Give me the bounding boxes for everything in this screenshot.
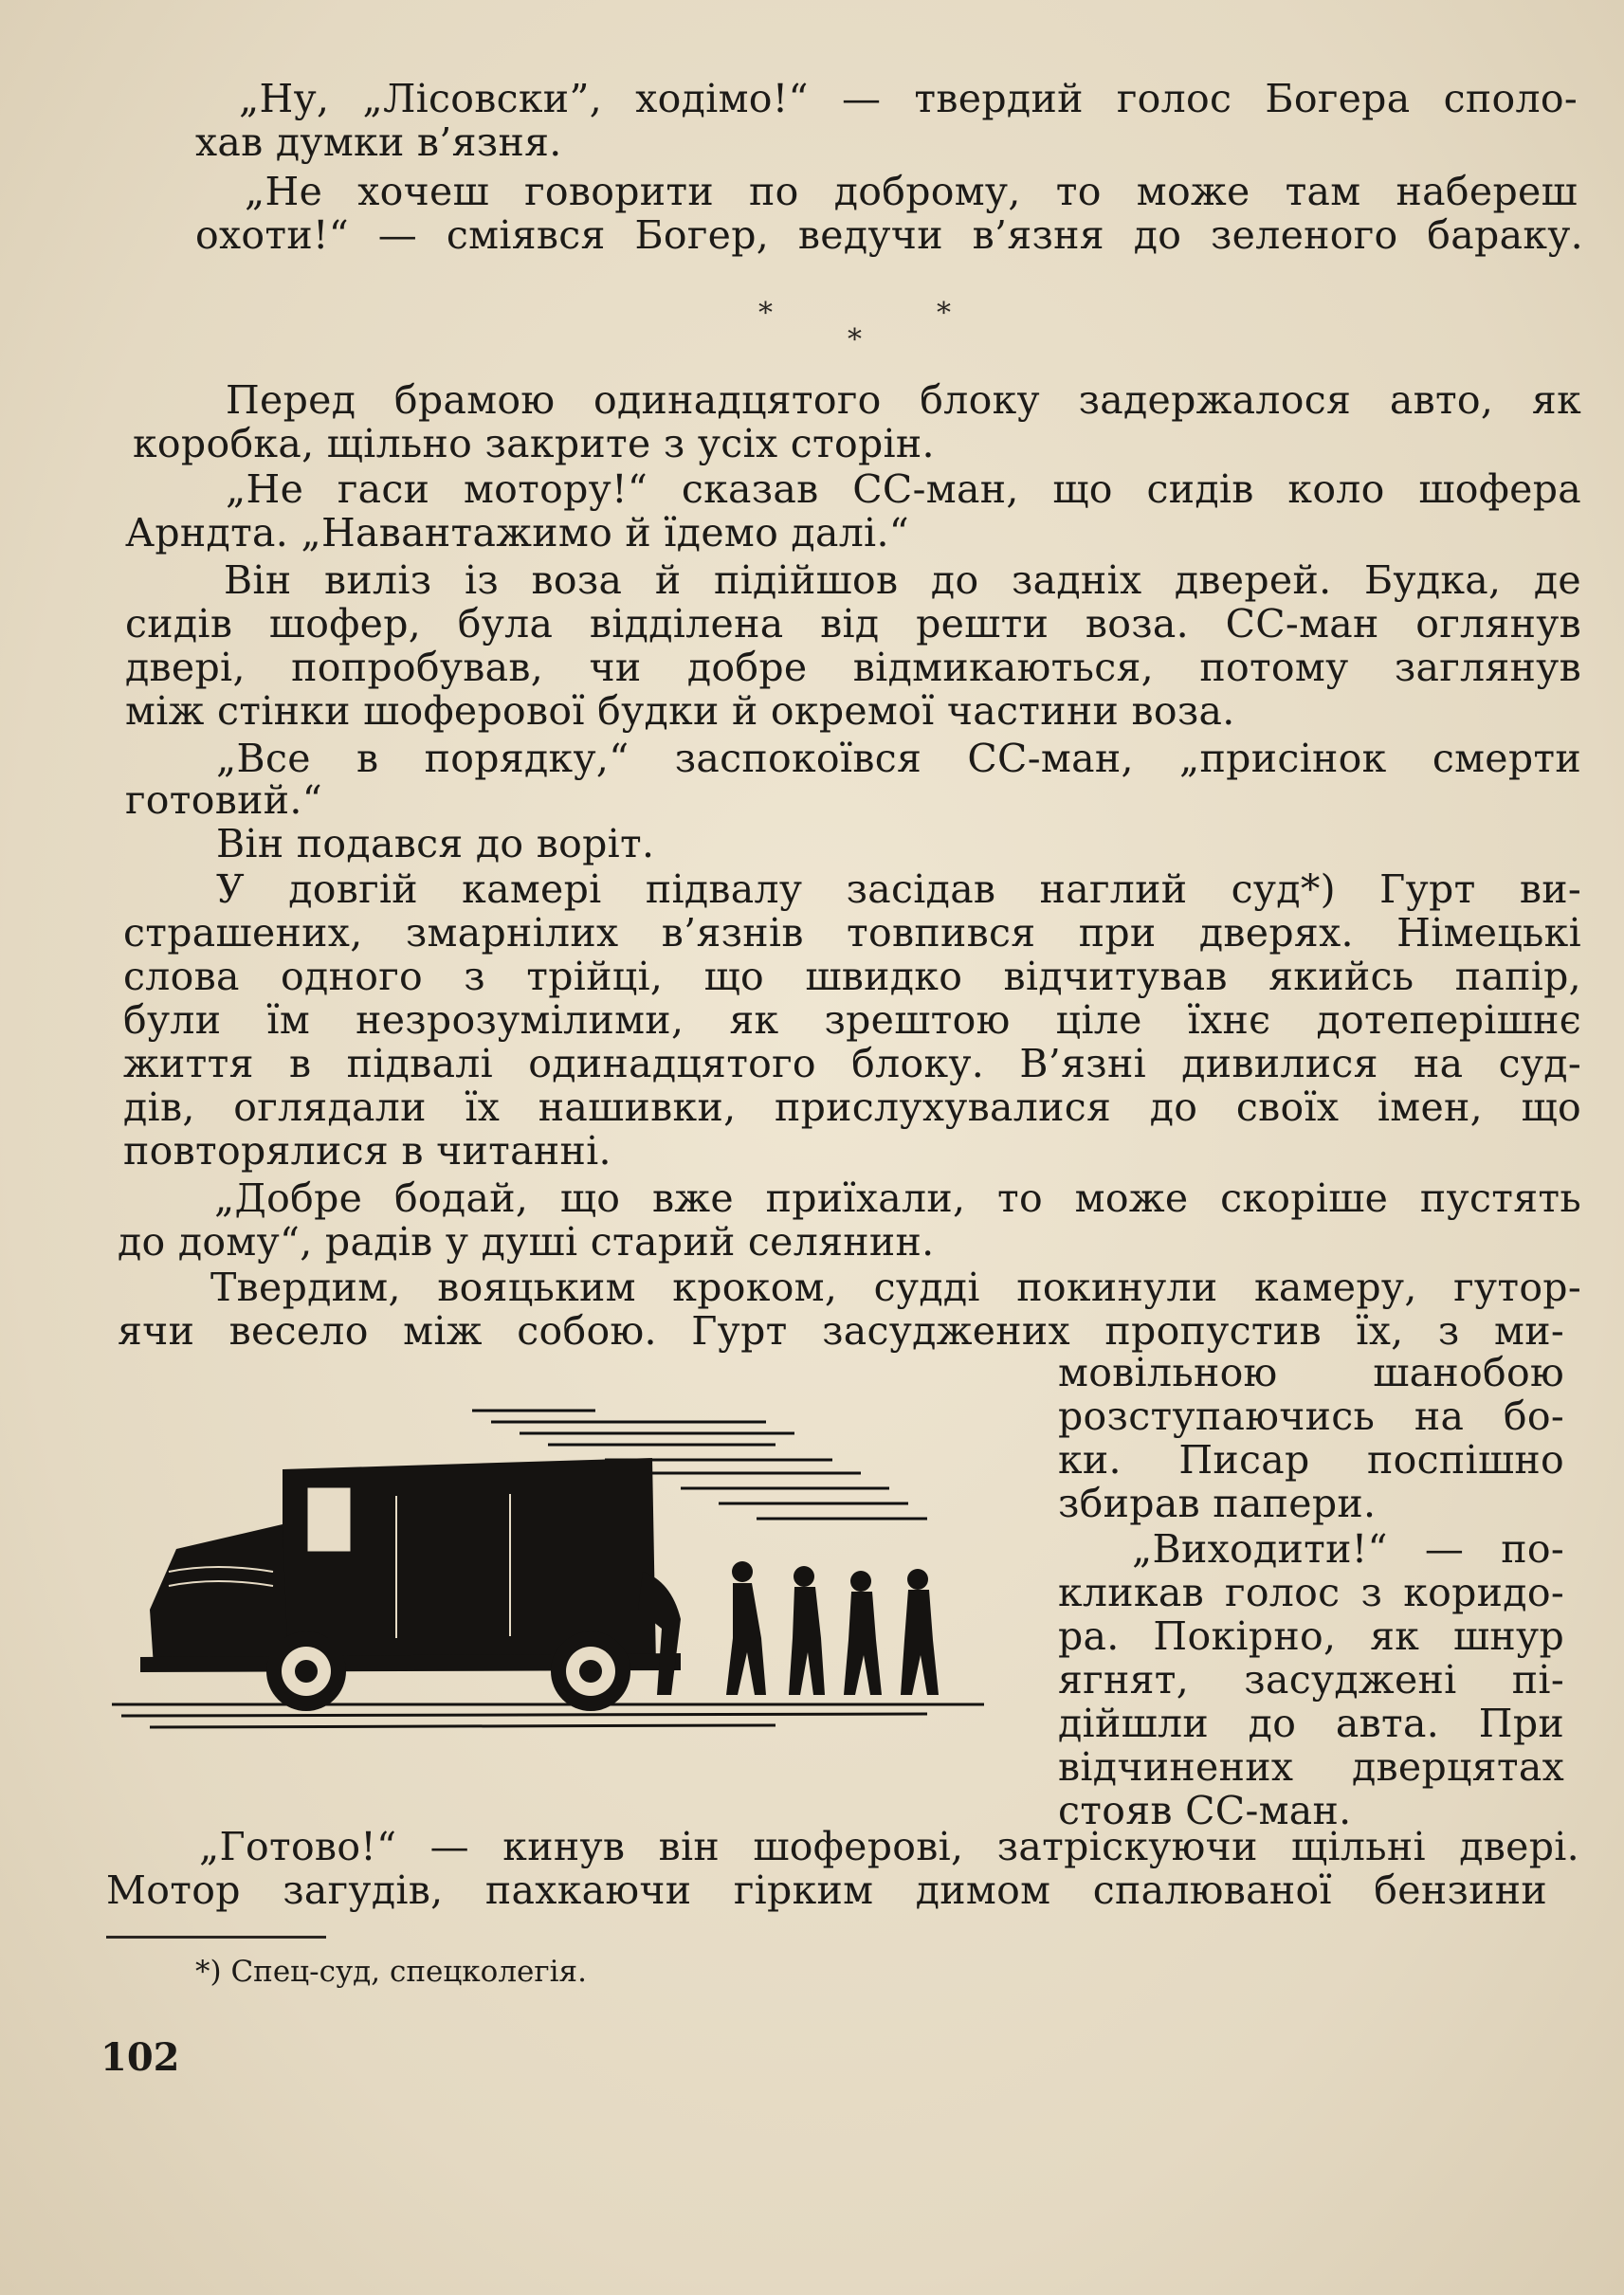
text-line: кликав голос з коридо-: [1058, 1570, 1564, 1615]
text-line: стояв СС-ман.: [1058, 1788, 1352, 1833]
text-line: сидів шофер, була відділена від решти воза. СС-ман оглянув: [125, 601, 1581, 647]
section-break-asterisk: *: [848, 323, 862, 356]
text-line: розступаючись на бо-: [1058, 1393, 1564, 1439]
text-line: Арндта. „Навантажимо й їдемо далі.“: [125, 510, 910, 556]
text-line: ра. Покірно, як шнур: [1058, 1613, 1564, 1659]
text-line: ки. Писар поспішно: [1058, 1437, 1564, 1483]
footnote-rule: [106, 1936, 326, 1939]
text-line: Він виліз із воза й підійшов до задніх дверей. Будка, де: [224, 557, 1581, 603]
text-line: У довгій камері підвалу засідав наглий суд*) Гурт ви-: [216, 866, 1581, 912]
text-line: ячи весело між собою. Гурт засуджених пропустив їх, з ми-: [118, 1308, 1564, 1354]
text-line: страшених, змарнілих в’язнів товпився при дверях. Німецькі: [123, 910, 1581, 956]
text-line: дійшли до авта. При: [1058, 1701, 1564, 1746]
text-line: Перед брамою одинадцятого блоку задержалося авто, як: [226, 377, 1581, 423]
text-line: Мотор загудів, пахкаючи гірким димом спалюваної бензини: [106, 1867, 1547, 1913]
text-line: „Готово!“ — кинув він шоферові, затріскуючи щільні двері.: [199, 1824, 1579, 1869]
text-line: двері, попробував, чи добре відмикаються, потому заглянув: [125, 645, 1581, 690]
text-line: дів, оглядали їх нашивки, прислухувалися до своїх імен, що: [123, 1084, 1581, 1130]
footnote: *) Спец-суд, спецколегія.: [195, 1955, 587, 1989]
text-line: Твердим, вояцьким кроком, судді покинули камеру, гутор-: [210, 1265, 1581, 1310]
page-number: 102: [100, 2035, 180, 2080]
truck: [140, 1458, 681, 1711]
ground-lines: [112, 1704, 984, 1727]
text-line: життя в підвалі одинадцятого блоку. В’язні дивилися на суд-: [123, 1041, 1581, 1086]
text-line: збирав папери.: [1058, 1481, 1377, 1526]
text-line: „Добре бодай, що вже приїхали, то може скоріше пустять: [214, 1175, 1581, 1221]
text-line: „Ну, „Лісовски”, ходімо!“ — твердий голос Богера споло-: [239, 76, 1578, 121]
section-break-asterisk: *: [758, 297, 773, 330]
text-line: коробка, щільно закрите з усіх сторін.: [133, 421, 935, 466]
text-line: слова одного з трійці, що швидко відчитував якийсь папір,: [123, 954, 1581, 999]
text-line: були їм незрозумілими, як зрештою ціле їхнє дотеперішнє: [123, 997, 1581, 1043]
text-line: мовільною шанобою: [1058, 1350, 1564, 1395]
text-line: до дому“, радів у душі старий селянин.: [118, 1219, 935, 1265]
text-line: „Не хочеш говорити по доброму, то може там набереш: [245, 169, 1578, 214]
text-line: охоти!“ — сміявся Богер, ведучи в’язня до зеленого бараку.: [195, 212, 1583, 258]
truck-illustration: [112, 1382, 984, 1742]
section-break-asterisk: *: [937, 297, 951, 330]
prisoner-figures: [726, 1561, 939, 1695]
text-line: відчинених дверцятах: [1058, 1744, 1564, 1790]
text-line: „Все в порядку,“ заспокоївся СС-ман, „присінок смерти: [216, 736, 1581, 781]
text-line: „Виходити!“ — по-: [1132, 1526, 1564, 1572]
text-line: ягнят, засуджені пі-: [1058, 1657, 1564, 1703]
text-line: між стінки шоферової будки й окремої частини воза.: [125, 688, 1235, 734]
text-line: Він подався до воріт.: [216, 821, 655, 866]
text-line: готовий.“: [125, 777, 322, 823]
text-line: „Не гаси мотору!“ сказав СС-ман, що сидів коло шофера: [226, 466, 1581, 512]
text-line: хав думки в’язня.: [195, 119, 562, 165]
text-line: повторялися в читанні.: [123, 1128, 611, 1174]
